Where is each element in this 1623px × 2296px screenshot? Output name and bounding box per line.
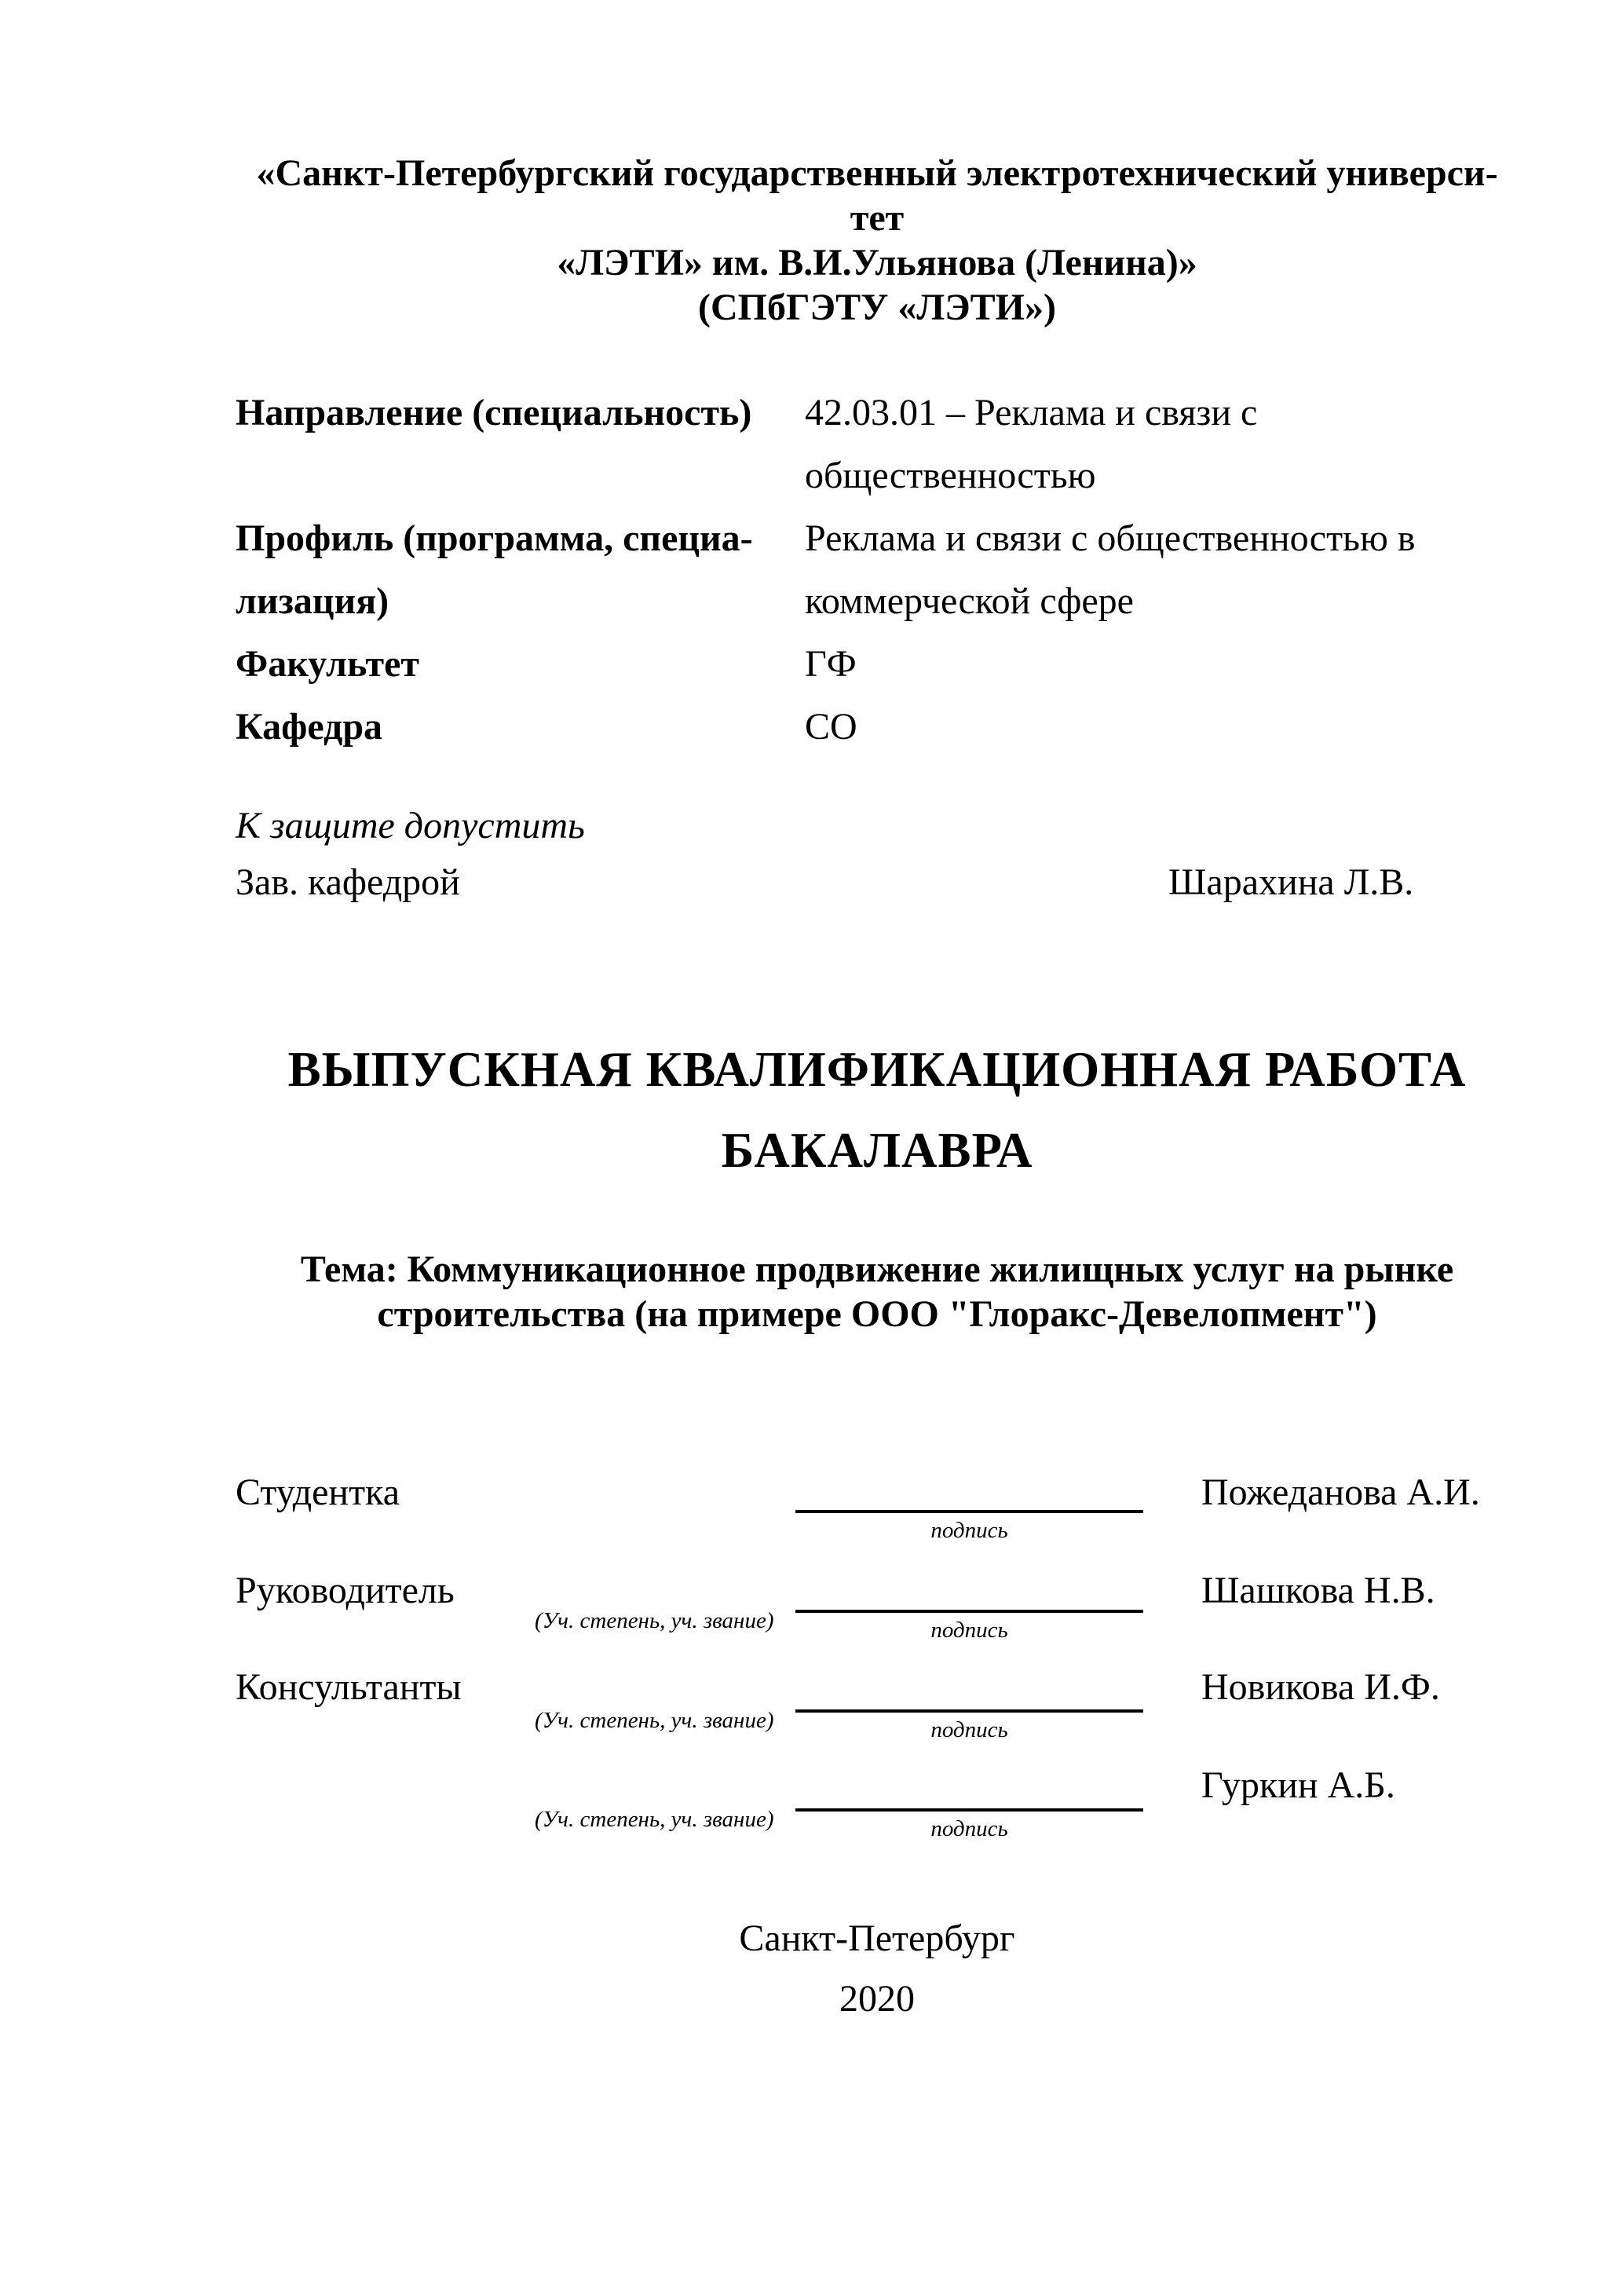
university-header-line: тет bbox=[850, 197, 905, 239]
role-student: Студентка bbox=[236, 1472, 400, 1513]
signature-line bbox=[795, 1709, 1143, 1713]
info-row-direction-cont bbox=[236, 444, 1519, 507]
department-head-name: Шарахина Л.В. bbox=[1168, 861, 1414, 903]
supervisor-name: Шашкова Н.В. bbox=[1201, 1570, 1435, 1611]
main-title bbox=[236, 1029, 1519, 1191]
info-value: ГФ bbox=[805, 643, 857, 685]
info-label: Факультет bbox=[236, 643, 419, 685]
info-label: Направление (специальность) bbox=[236, 392, 752, 433]
info-value: Реклама и связи с общественностью в bbox=[805, 517, 1416, 559]
consultant1-name: Новикова И.Ф. bbox=[1201, 1666, 1440, 1708]
theme-line2: строительства (на примере ООО "Глоракс-Девелопмент") bbox=[377, 1293, 1377, 1335]
degree-caption: (Уч. степень, уч. звание) bbox=[535, 1708, 774, 1733]
info-value: 42.03.01 – Реклама и связи с bbox=[805, 392, 1258, 433]
info-row-profile bbox=[236, 507, 1519, 570]
admission-note: К защите допустить bbox=[236, 805, 585, 846]
info-value: коммерческой сфере bbox=[805, 580, 1134, 622]
consultant2-name: Гуркин А.Б. bbox=[1201, 1764, 1395, 1806]
signature-caption: подпись bbox=[930, 1518, 1008, 1543]
signature-line bbox=[795, 1808, 1143, 1812]
thesis-theme bbox=[236, 1247, 1519, 1336]
signature-line bbox=[795, 1510, 1143, 1513]
info-label bbox=[236, 444, 805, 507]
signature-caption: подпись bbox=[930, 1618, 1008, 1643]
degree-caption: (Уч. степень, уч. звание) bbox=[535, 1807, 774, 1832]
main-title-line1: ВЫПУСКНАЯ КВАЛИФИКАЦИОННАЯ РАБОТА bbox=[287, 1042, 1467, 1097]
info-row-faculty bbox=[236, 633, 1519, 696]
info-row-department bbox=[236, 696, 1519, 759]
info-label: Кафедра bbox=[236, 706, 383, 748]
info-label: Профиль (программа, специа- bbox=[236, 517, 753, 559]
footer-year: 2020 bbox=[839, 1978, 915, 2020]
info-value: СО bbox=[805, 706, 857, 748]
info-row-direction bbox=[236, 382, 1519, 444]
student-name: Пожеданова А.И. bbox=[1201, 1472, 1480, 1513]
main-title-line2: БАКАЛАВРА bbox=[721, 1123, 1033, 1178]
university-header-line: «Санкт-Петербургский государственный электротехнический универси- bbox=[256, 152, 1498, 194]
university-header-line: (СПбГЭТУ «ЛЭТИ») bbox=[698, 287, 1056, 328]
theme-line1: Тема: Коммуникационное продвижение жилищных услуг на рынке bbox=[300, 1249, 1454, 1290]
role-supervisor: Руководитель bbox=[236, 1570, 455, 1611]
role-consultants: Консультанты bbox=[236, 1666, 462, 1708]
info-value: общественностью bbox=[805, 455, 1096, 496]
university-header-line: «ЛЭТИ» им. В.И.Ульянова (Ленина)» bbox=[557, 242, 1197, 283]
signature-line bbox=[795, 1610, 1143, 1613]
university-header bbox=[236, 151, 1519, 330]
info-row-profile-cont bbox=[236, 570, 1519, 633]
department-head-label: Зав. кафедрой bbox=[236, 861, 460, 903]
degree-caption: (Уч. степень, уч. звание) bbox=[535, 1608, 774, 1633]
info-label: лизация) bbox=[236, 580, 389, 622]
signature-caption: подпись bbox=[930, 1816, 1008, 1841]
signature-caption: подпись bbox=[930, 1717, 1008, 1742]
footer-city: Санкт-Петербург bbox=[739, 1918, 1015, 1959]
